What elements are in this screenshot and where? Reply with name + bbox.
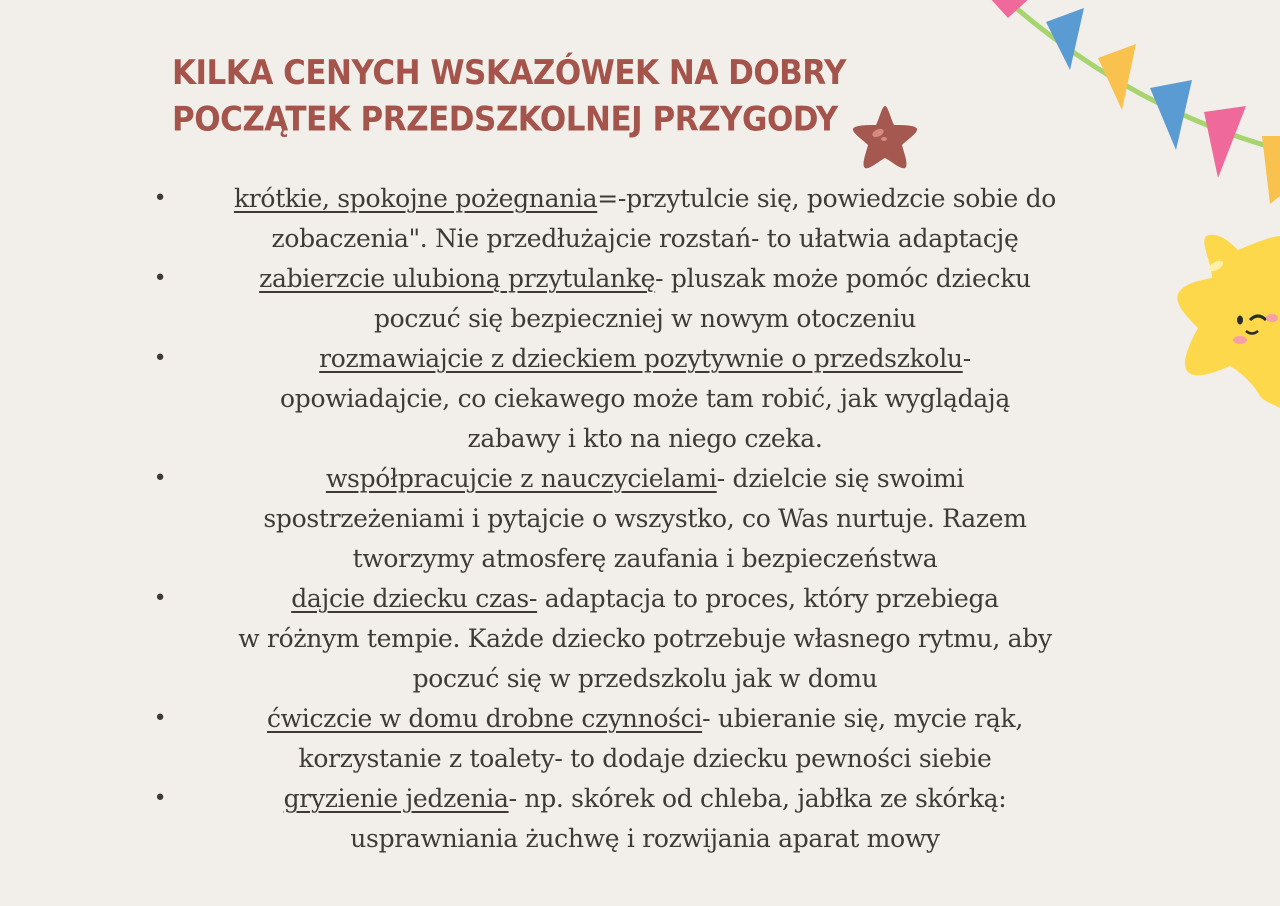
list-item [150,179,1140,259]
tip-line: tworzymy atmosferę zaufania i bezpieczeństwa [352,544,938,573]
smiling-star-icon [1176,232,1280,408]
bullet: • [153,466,167,491]
bullet: • [153,786,167,811]
tip-text: - dzielcie się swoimi [716,464,965,493]
tip-text: - [962,344,971,373]
list-item [150,779,1140,859]
page-title-line-1: KILKA CENYCH WSKAZÓWEK NA DOBRY [172,53,846,93]
list-item [150,699,1140,779]
list-item [150,459,1140,579]
page-title [172,50,846,142]
tip-line: zabawy i kto na niego czeka. [467,424,823,453]
list-item [150,579,1140,699]
tip-line: usprawniania żuchwę i rozwijania aparat mowy [350,824,940,853]
tip-first-line [150,699,1140,739]
page-title-line-2: POCZĄTEK PRZEDSZKOLNEJ PRZYGODY [172,99,838,140]
list-item [150,259,1140,339]
tip-highlight: ćwiczcie w domu drobne czynności [266,704,703,733]
tip-first-line [150,579,1140,619]
tip-line: spostrzeżeniami i pytajcie o wszystko, co Was nurtuje. Razem [263,504,1027,533]
bullet: • [153,186,167,211]
tip-first-line [150,459,1140,499]
tip-first-line [150,339,1140,379]
tip-first-line [150,259,1140,299]
tip-first-line [150,779,1140,819]
bullet: • [153,346,167,371]
tip-text: - ubieranie się, mycie rąk, [702,704,1023,733]
bullet: • [153,706,167,731]
tip-text: adaptacja to proces, który przebiega [537,584,999,613]
star-icon [850,103,920,171]
tip-line: poczuć się bezpieczniej w nowym otoczeniu [373,304,917,333]
tip-highlight: krótkie, spokojne pożegnania [233,184,598,213]
tip-highlight: rozmawiajcie z dzieckiem pozytywnie o przedszkolu [319,344,963,373]
tip-line: opowiadajcie, co ciekawego może tam robić, jak wyglądają [280,384,1010,413]
tip-text: - pluszak może pomóc dziecku [655,264,1031,293]
tip-highlight: dajcie dziecku czas- [291,584,538,613]
tip-highlight: gryzienie jedzenia [283,784,509,813]
tip-highlight: zabierzcie ulubioną przytulankę [259,264,656,293]
tips-list [150,179,1140,859]
bullet: • [153,266,167,291]
list-item [150,339,1140,459]
tip-line: w różnym tempie. Każde dziecko potrzebuje własnego rytmu, aby [238,624,1052,653]
tip-text: - np. skórek od chleba, jabłka ze skórką: [508,784,1007,813]
tip-line: poczuć się w przedszkolu jak w domu [412,664,878,693]
bullet: • [153,586,167,611]
tip-line: zobaczenia". Nie przedłużajcie rozstań- to ułatwia adaptację [271,224,1019,253]
tip-line: korzystanie z toalety- to dodaje dziecku pewności siebie [298,744,992,773]
tip-highlight: współpracujcie z nauczycielami [325,464,717,493]
tip-text: =-przytulcie się, powiedzcie sobie do [597,184,1057,213]
tip-first-line [150,179,1140,219]
